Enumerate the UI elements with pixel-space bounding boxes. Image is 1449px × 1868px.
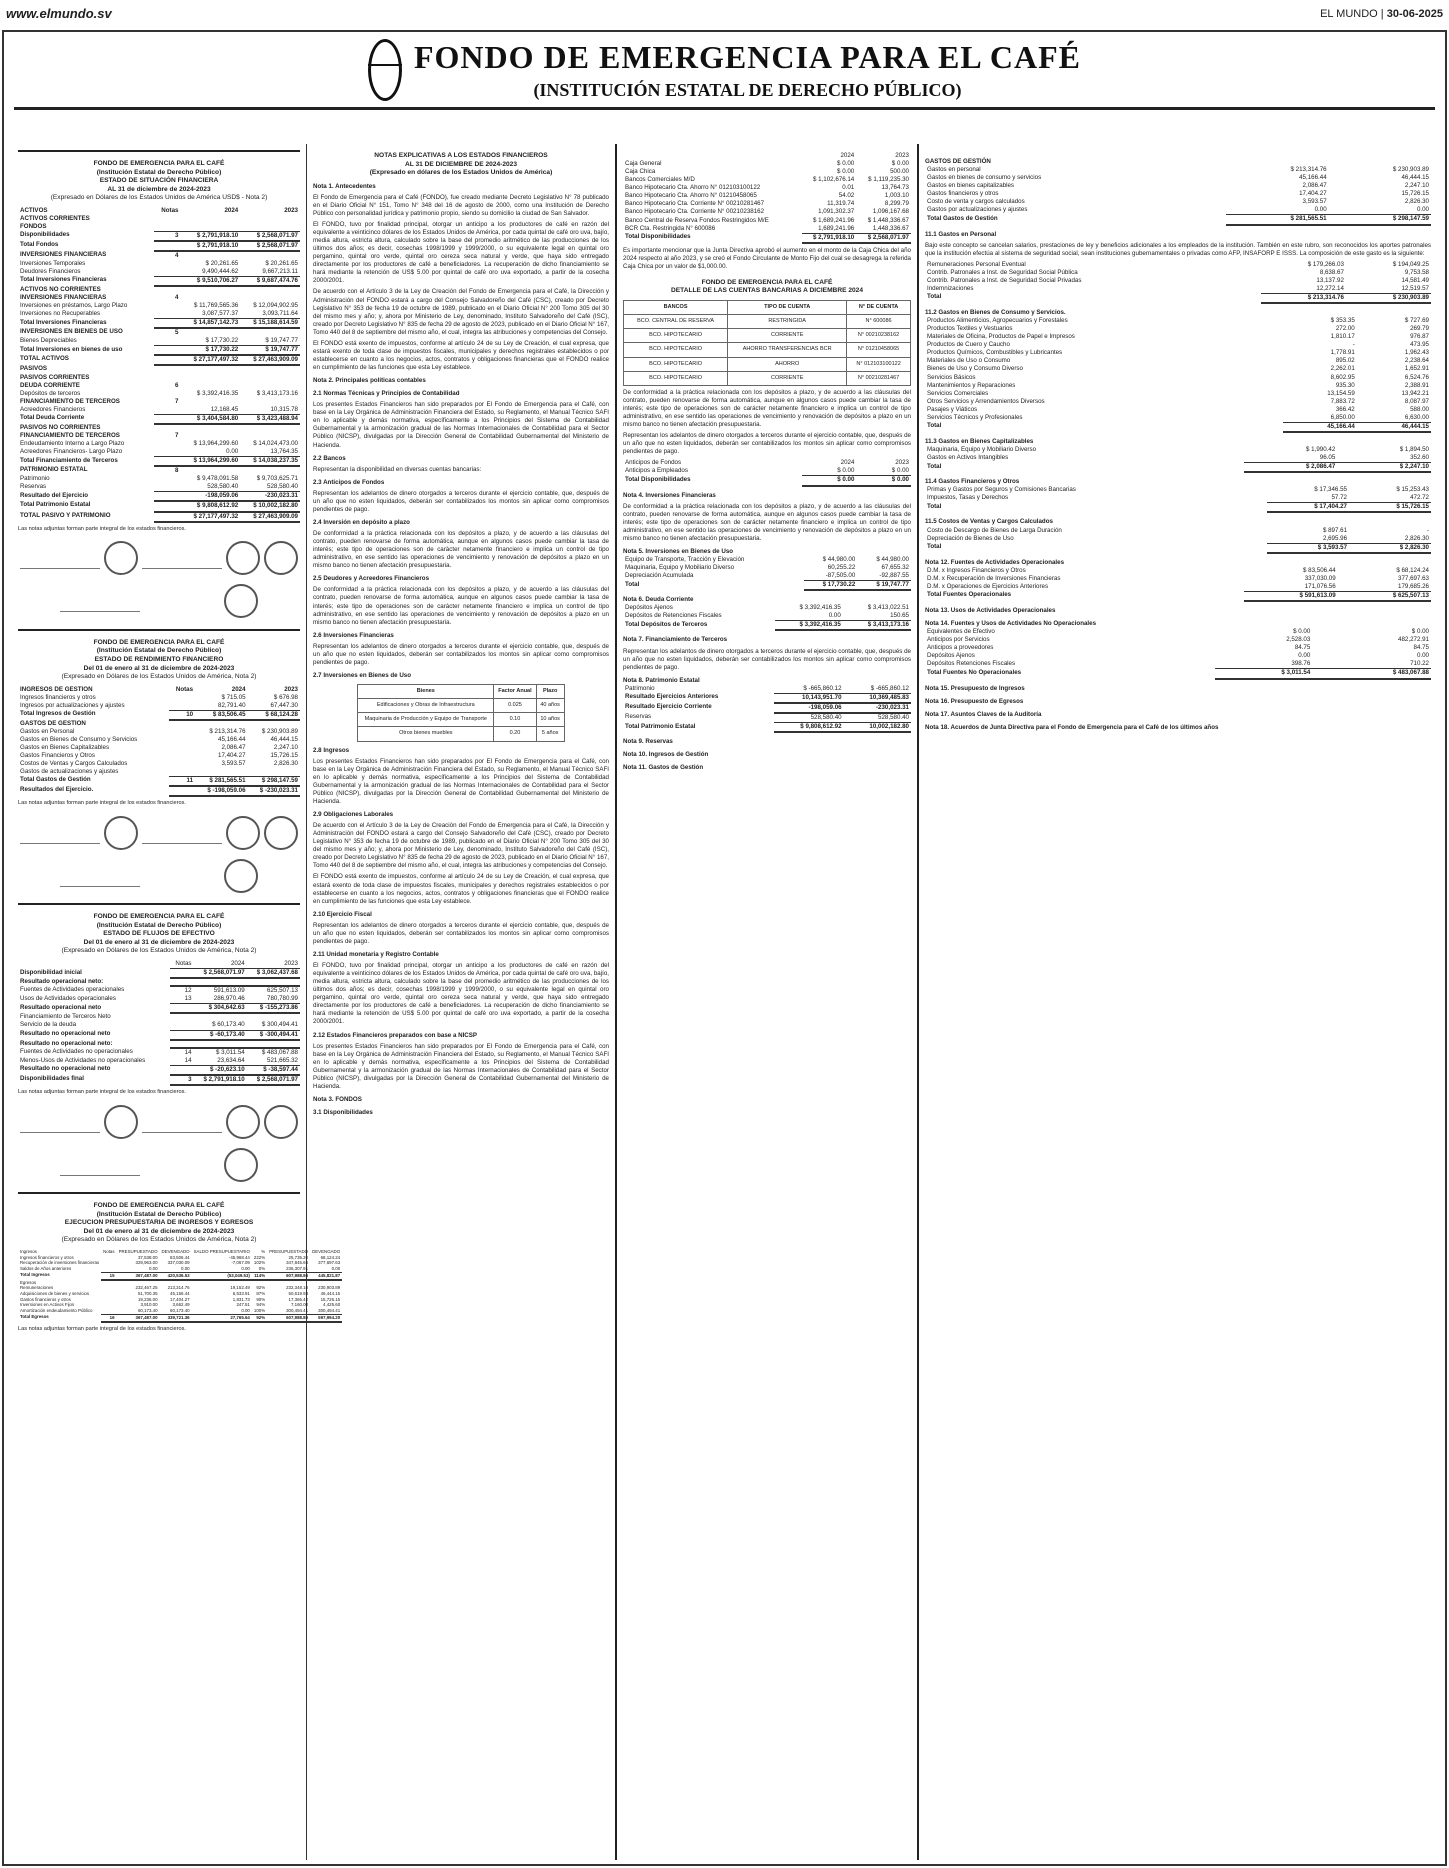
table-row: Total Fuentes No Operacionales $ 3,011.54 $ 483,067.88 [925, 669, 1431, 679]
note-heading: 2.12 Estados Financieros preparados con base a NICSP [313, 1031, 478, 1039]
financieros-table [925, 486, 1431, 513]
flujos-table [18, 960, 300, 1086]
table-row: Servicios Comerciales 13,154.59 13,942.21 [927, 389, 1429, 397]
table-row: BCO. HIPOTECARIO AHORRO TRANSFERENCIAS BCR N° 01210458065 [624, 343, 911, 357]
table-row: Otros bienes muebles 0.20 5 años [358, 727, 564, 741]
table-row: Maquinaria de Producción y Equipo de Transporte 0.10 10 años [358, 713, 564, 727]
note-text: De conformidad a la práctica relacionada con los depósitos a plazo, y de acuerdo a las cláusulas del contrato, pueden renovarse de forma automática, aunque en algunos casos puede cambiar la tasa de interés; este tipo de operaciones son de carácter netamente financiero e implica un control de tipo administrativo, en ese sentido las operaciones de vencimiento y renovación de depósitos a plazo en un mismo banco no tienen afectación presupuestaria. [313, 530, 609, 570]
note-text: De acuerdo con el Artículo 3 de la Ley de Creación del Fondo de Emergencia para el Café, la Dirección y Administración del FONDO estará a cargo del Consejo Salvadoreño del Café (CSC), creado por Decreto Legislativo N° 353 de fecha 19 de octubre de 1989, publicado en el Diario Oficial N° 200 Tomo 305 del 30 del mismo mes y año; y, ahora por Ministerio de Ley, denominado, Instituto Salvadoreño del Café (ISC), creado por Decreto Legislativo N° 835 de fecha 29 de agosto de 2023, publicado en el Diario Oficial N° 167, Tomo 440 del 8 de septiembre del mismo año, el cual, integra las atribuciones y competencias del Consejo. [313, 822, 609, 870]
table-row: Fuentes de Actividades no operacionales 14 $ 3,011.54 $ 483,067.88 [20, 1047, 298, 1056]
table-row: Caja Chica $ 0.00 500.00 [625, 168, 909, 176]
table-row: Resultado del Ejercicio -198,059.06 -230,023.31 [18, 492, 300, 502]
table-row: Costo de venta y cargos calculados 3,593.57 2,826.30 [927, 198, 1429, 206]
table-row: Amortización endeudamiento Público 60,173.40 60,173.40 0.00 100% 300,494.41 300,494.41 [20, 1308, 341, 1314]
table-row: Indemnizaciones 12,272.14 12,519.57 [927, 284, 1429, 292]
table-row: Productos Textiles y Vestuarios 272.00 269.79 [927, 325, 1429, 333]
table-row: Gastos Financieros y Otros 17,404.27 15,726.15 [20, 752, 298, 760]
table-row: Resultado Ejercicio Corriente -198,059.06 -230,023.31 [623, 703, 911, 713]
table-row: Resultado operacional neto: [18, 978, 300, 986]
table-row: Total $ 213,314.76 $ 230,903.89 [925, 293, 1431, 303]
note-text: Bajo este concepto se cancelan salarios, prestaciones de ley y beneficios adicionales a los empleados de la institución. También en este rubro, son reconocidos los aportes patronales que la institución efectúa al sistema de seguridad social, sean instituciones gubernamentales o privadas como AFP, INSAFORP E ISSS. La composición de este gasto es la siguiente: [925, 241, 1431, 257]
masthead [14, 32, 1435, 110]
table-row: Total Inversiones Financieras $ 9,510,706.27 $ 9,687,474.76 [18, 276, 300, 286]
table-row: Depreciación de Bienes de Uso 2,695.96 2,826.30 [927, 534, 1429, 542]
table-row: Ingresos financieros y otros 37,538.00 83,506.44 -45,968.44 222% 25,735.20 68,124.24 [20, 1254, 341, 1260]
notes-column-2 [617, 144, 917, 1860]
table-row: Materiales de Uso o Consumo 895.02 2,238.64 [927, 357, 1429, 365]
table-row: DEUDA CORRIENTE 6 [20, 381, 179, 389]
note-text: El FONDO está exento de impuestos, conforme al artículo 24 de su Ley de Creación, el cual expresa, que estará exento de toda clase de impuestos fiscales, municipales y derechos registrales establecidos o por establecerse en cuanto a los negocios, actos, contratos y obligaciones financieras que el FONDO realice en cumplimiento de las funciones que esta Ley establece. [313, 339, 609, 371]
table-row: PATRIMONIO ESTATAL 8 [20, 466, 179, 475]
table-row: D.M. x Ingresos Financieros y Otros $ 83,506.44 $ 68,124.24 [927, 566, 1429, 574]
signatures [18, 1100, 300, 1186]
note-heading: 2.2 Bancos [313, 454, 346, 462]
note-text: Es importante mencionar que la Junta Directiva aprobó el aumento en el monto de la Caja Chica del año 2024 respecto al año 2023, y se creó el Fondo Circulante de Monto Fijo del cual se desagrega la referida Caja Chica por un valor de $1,000.00. [623, 246, 911, 270]
note-heading: Nota 2. Principales políticas contables [313, 377, 426, 385]
table-row: Contrib. Patronales a Inst. de Seguridad Social Privadas 13,137.92 14,581.49 [927, 276, 1429, 284]
table-row: Inversiones en préstamos, Largo Plazo $ 11,769,565.36 $ 12,094,902.95 [20, 302, 298, 309]
note-heading: Nota 8. Patrimonio Estatal [623, 676, 700, 684]
table-row: Total Ingresos 15 367,487.00 420,536.53 (53,049.53) 114% 607,988.86 445,821.87 [20, 1272, 341, 1278]
note-text: Los presentes Estados Financieros han sido preparados por El Fondo de Emergencia para el Café, con base en la Ley Orgánica de Administración Financiera del Estado, su Reglamento, el Manual Técnico SAFI en lo aplicable y demás normativa, específicamente a los Principios del Sistema de Contabilidad Gubernamental y la armonización gradual de las Normas Internacionales de Contabilidad para el Sector Público (NICSP), divulgadas por la Dirección General de Contabilidad Gubernamental del Ministerio de Hacienda. [313, 1042, 609, 1090]
table-row: Gastos por actualizaciones y ajustes 0.00 0.00 [927, 206, 1429, 214]
table-row: TOTAL PASIVO Y PATRIMONIO $ 27,177,497.32 $ 27,463,909.09 [18, 512, 300, 522]
table-row: Banco Hipotecario Cta. Corriente N° 00210238162 1,091,302.37 1,096,167.68 [625, 208, 909, 216]
table-row: Resultado no operacional neto $ -60,173.40 $ -300,494.41 [18, 1030, 300, 1040]
table-row: Total Fondos $ 2,791,918.10 $ 2,568,071.97 [18, 241, 300, 251]
table-row: Resultado operacional neto $ 304,642.63 $ -155,273.86 [18, 1004, 300, 1014]
table-row: Gastos financieros y otros 17,404.27 15,726.15 [927, 190, 1429, 198]
table-row: GASTOS DE GESTION [20, 719, 86, 727]
table-row: Maquinaria, Equipo y Mobiliario Diverso $ 1,990.42 $ 1,894.50 [927, 446, 1429, 453]
table-row: Anticipos a proveedores 84.75 84.75 [927, 644, 1429, 652]
note-text: De conformidad a la práctica relacionada con los depósitos a plazo, y de acuerdo a las cláusulas del contrato, pueden renovarse de forma automática, aunque en algunos casos puede cambiar la tasa de interés; este tipo de operaciones son de carácter netamente financiero e implica un control de tipo administrativo, en ese sentido las operaciones de vencimiento y renovación de depósitos a plazo en un mismo banco no tienen afectación presupuestaria. [623, 388, 911, 429]
note-text: De acuerdo con el Artículo 3 de la Ley de Creación del Fondo de Emergencia para el Café, la Dirección y Administración del FONDO estará a cargo del Consejo Salvadoreño del Café (CSC), creado por Decreto Legislativo N° 353 de fecha 19 de octubre de 1989, publicado en el Diario Oficial N° 200 Tomo 305 del 30 del mismo mes y año; y, ahora por Ministerio de Ley, denominado, Instituto Salvadoreño del Café (ISC), creado por Decreto Legislativo N° 835 de fecha 29 de agosto de 2023, publicado en el Diario Oficial N° 167, Tomo 440 del 8 de septiembre del mismo año, el cual, integra las atribuciones y competencias del Consejo. [313, 288, 609, 336]
table-row: Anticipos por Servicios 2,528.03 482,272.91 [927, 636, 1429, 644]
presupuesto-header: FONDO DE EMERGENCIA PARA EL CAFÉ (Institución Estatal de Derecho Público) EJECUCION PRESUPUESTARIA DE INGRESOS Y EGRESOS Del 01 de enero al 31 de diciembre de 2024-2023 (Expresado en Dólares de los Estados Unidos de América, Nota 2) [61, 1202, 257, 1244]
table-row: Disponibilidades final 3 $ 2,791,918.10 $ 2,568,071.97 [18, 1075, 300, 1085]
note-heading: Nota 1. Antecedentes [313, 182, 376, 190]
table-row: Anticipos de Fondos 2024 2023 [625, 459, 909, 467]
table-row: Primas y Gastos por Seguros y Comisiones Bancarias $ 17,346.55 $ 15,253.43 [927, 486, 1429, 494]
table-row: Total Ingresos de Gestión 10 $ 83,506.45 $ 68,124.28 [18, 710, 300, 720]
note-heading: 11.4 Gastos Financieros y Otros [925, 478, 1020, 486]
table-row: Recuperación de inversiones financieras 329,963.00 337,030.09 -7,067.09 102% 347,845.65 377,697.63 [20, 1260, 341, 1266]
footnote: Las notas adjuntas forman parte integral de los estados financieros. [18, 1088, 186, 1095]
table-row: Productos Químicos, Combustibles y Lubricantes 1,778.91 1,962.43 [927, 349, 1429, 357]
table-row: Remuneraciones Personal Eventual $ 179,266.03 $ 194,049.25 [927, 260, 1429, 268]
note-text: De conformidad a la práctica relacionada con los depósitos a plazo, y de acuerdo a las cláusulas del contrato, pueden renovarse de forma automática, aunque en algunos casos puede cambiar la tasa de interés; este tipo de operaciones son de carácter netamente financiero e implica un control de tipo administrativo, en ese sentido las operaciones de vencimiento y renovación de depósitos a plazo en un mismo banco no tienen afectación presupuestaria. [313, 586, 609, 626]
signatures [18, 537, 300, 623]
note-heading: Nota 10. Ingresos de Gestión [623, 751, 709, 759]
table-row: Menos-Usos de Actividades no operacionales 14 23,634.64 521,665.32 [20, 1056, 298, 1064]
table-row: Depósitos Retenciones Fiscales 398.76 710.22 [927, 660, 1429, 668]
note-text: Representan los adelantos de dinero otorgados a terceros durante el ejercicio contable, que, después de un año que no esten liquidados, deberán ser contabilizados los montos sin aplicar como compromisos pendientes de pago. [313, 489, 609, 513]
gastos-table [925, 166, 1431, 225]
disponibilidades-table [623, 152, 911, 244]
signatures [18, 811, 300, 897]
table-row: INVERSIONES FINANCIERAS 4 [20, 250, 179, 259]
table-row: Total Fuentes Operacionales $ 591,613.09 $ 625,507.13 [925, 591, 1431, 601]
table-row: Impuestos, Tasas y Derechos 57.72 472.72 [927, 494, 1429, 502]
table-row: Equivalentes de Efectivo $ 0.00 $ 0.00 [927, 628, 1429, 636]
note-heading: Nota 11. Gastos de Gestión [623, 764, 704, 772]
table-row: TOTAL ACTIVOS $ 27,177,497.32 $ 27,463,909.09 [18, 355, 300, 365]
table-row: Gastos financieros y otros 19,236.00 17,404.27 1,831.73 90% 17,366.42 15,726.15 [20, 1296, 341, 1302]
consumo-table [925, 317, 1431, 433]
table-row: Maquinaria, Equipo y Mobiliario Diverso 60,255.22 67,655.32 [625, 564, 909, 572]
table-row: Depósitos de terceros $ 3,392,416.35 $ 3,413,173.16 [20, 389, 298, 397]
table-row: Servicios Básicos 8,602.95 6,524.76 [927, 373, 1429, 381]
rendimiento-table [18, 686, 300, 797]
table-row: Gastos en Bienes de Consumo y Servicios 45,166.44 46,444.15 [20, 736, 298, 744]
page-frame [2, 30, 1447, 1866]
note-text: Representan los adelantos de dinero otorgados a terceros durante el ejercicio contable, que, después de un año que no esten liquidados, deberán ser contabilizados los montos sin aplicar como compromisos pendientes de pago. [623, 432, 911, 456]
table-row: PASIVOS NO CORRIENTES [20, 423, 101, 431]
costos-table [925, 527, 1431, 554]
note-heading: Nota 13. Usos de Actividades Operacionales [925, 607, 1056, 614]
table-row: Bancos Comerciales M/D $ 1,102,676.14 $ 1,119,235.30 [625, 176, 909, 184]
table-row: Saldos de Años anteriores 0.00 0.00 0.00 0% 236,307.91 0.00 [20, 1266, 341, 1272]
flujos-header: FONDO DE EMERGENCIA PARA EL CAFÉ (Institución Estatal de Derecho Público) ESTADO DE FLUJOS DE EFECTIVO Del 01 de enero al 31 de diciembre de 2024-2023 (Expresado en Dólares de los Estados Unidos de América, Nota 2) [61, 913, 257, 955]
seal-icon [264, 541, 298, 575]
bank-accounts-table [623, 300, 911, 386]
table-row: Banco Central de Reserva Fondos Restringidos M/E $ 1,689,241.96 $ 1,448,336.67 [625, 216, 909, 224]
footnote: Las notas adjuntas forman parte integral de los estados financieros. [18, 1325, 186, 1332]
note-heading: 2.7 Inversiones en Bienes de Uso [313, 671, 412, 679]
note-heading: Nota 17. Asuntos Claves de la Auditoría [925, 710, 1042, 718]
table-row: Banco Hipotecario Cta. Corriente N° 00210281467 11,319.74 8,299.79 [625, 200, 909, 208]
table-row: Gastos en bienes de consumo y servicios 45,166.44 46,444.15 [927, 174, 1429, 182]
note-heading: Nota 3. FONDOS [313, 1095, 362, 1103]
table-row: Depósitos de Retenciones Fiscales 0.00 150.65 [625, 612, 909, 620]
table-row: Total Disponibilidades $ 2,791,918.10 $ 2,568,071.97 [623, 233, 911, 243]
table-row: BCO. HIPOTECARIO CORRIENTE N° 00210281467 [624, 371, 911, 385]
note-heading: 2.6 Inversiones Financieras [313, 631, 394, 639]
table-row: FONDOS [20, 222, 47, 230]
note-text: El Fondo de Emergencia para el Café (FONDO), fue creado mediante Decreto Legislativo N° 78 publicado en el Diario Oficial N° 151, Tomo N° 348 del 16 de agosto de 2000, como una Institución de Derecho Público con personalidad jurídica y patrimonio propio, siendo su domicilio la ciudad de San Salvador. [313, 193, 609, 217]
table-row: BCO. HIPOTECARIO AHORRO N° 01210310012​2 [624, 357, 911, 371]
table-row: Remuneraciones 232,467.25 213,314.76 19,152.49 92% 232,348.10 230,903.89 [20, 1285, 341, 1291]
note-heading: 11.1 Gastos en Personal [925, 230, 997, 238]
patrimonio-table [623, 685, 911, 733]
table-row: Resultado no operacional neto $ -20,623.10 $ -38,597.44 [18, 1065, 300, 1075]
table-row: Total Gastos de Gestión $ 281,565.51 $ 298,147.59 [925, 215, 1431, 225]
table-row: Mantenimientos y Reparaciones 935.30 2,388.91 [927, 381, 1429, 389]
depreciation-table [357, 684, 564, 742]
table-row: Servicios Técnicos y Profesionales 6,850.00 6,630.00 [927, 413, 1429, 421]
notes-header: NOTAS EXPLICATIVAS A LOS ESTADOS FINANCIEROS AL 31 DE DICIEMBRE DE 2024-2023 (Expresado en dólares de los Estados Unidos de América) [369, 152, 553, 177]
table-row: Productos de Cuero y Caucho - 473.95 [927, 341, 1429, 349]
note-text: Los presentes Estados Financieros han sido preparados por El Fondo de Emergencia para el Café, con base en la Ley Orgánica de Administración Financiera del Estado, su Reglamento, el Manual Técnico SAFI en lo aplicable y demás normativa, específicamente a los Principios del Sistema de Contabilidad Gubernamental y la armonización gradual de las Normas Internacionales de Contabilidad para el Sector Público (NICSP), divulgadas por la Dirección General de Contabilidad Gubernamental del Ministerio de Hacienda. [313, 757, 609, 805]
table-row: Adquisiciones de bienes y servicios 51,700.35 45,166.44 6,533.91 87% 50,619.93 46,444.15 [20, 1291, 341, 1297]
note-heading: 2.9 Obligaciones Laborales [313, 811, 394, 818]
table-row: D.M. x Operaciones de Ejercicios Anteriores 171,076.56 179,685.26 [927, 582, 1429, 590]
personal-table [925, 261, 1431, 304]
table-row: Total Patrimonio Estatal $ 9,808,612.92 $ 10,002,182.80 [18, 501, 300, 511]
table-row: D.M. x Recuperación de Inversiones Financieras 337,030.09 377,697.63 [927, 574, 1429, 582]
note-heading: Nota 5. Inversiones en Bienes de Uso [623, 547, 734, 555]
table-row: Deudores Financieros 9,490,444.62 9,667,213.11 [20, 267, 298, 275]
table-row: Total Inversiones Financieras $ 14,857,142.73 $ 15,188,614.59 [18, 319, 300, 329]
table-row: Total $ 2,086.47 $ 2,247.10 [925, 463, 1431, 473]
table-row: Gastos en bienes capitalizables 2,086.47 2,247.10 [927, 182, 1429, 190]
seal-icon [104, 541, 138, 575]
table-row: BCO. HIPOTECARIO CORRIENTE N° 00210238162 [624, 329, 911, 343]
table-row: INGRESOS DE GESTION Notas 2024 2023 [20, 685, 298, 693]
table-row: Fuentes de Actividades operacionales 12 591,613.09 625,507.13 [20, 986, 298, 995]
note-heading: 2.5 Deudores y Acreedores Financieros [313, 575, 430, 583]
table-row: Pasajes y Viáticos 366.42 588.00 [927, 405, 1429, 413]
table-row: Gastos en Bienes Capitalizables 2,086.47 2,247.10 [20, 744, 298, 752]
table-row: INVERSIONES FINANCIERAS 4 [20, 293, 179, 301]
rendimiento-header: FONDO DE EMERGENCIA PARA EL CAFÉ (Institución Estatal de Derecho Público) ESTADO DE RENDIMIENTO FINANCIERO Del 01 de enero al 31 de diciembre de 2024-2023 (Expresado en Dólares de los Estados Unidos de América, Nota 2) [61, 638, 257, 681]
table-row: ACTIVOS NO CORRIENTES [20, 285, 101, 293]
footnote: Las notas adjuntas forman parte integral de los estados financieros. [18, 525, 186, 532]
table-row: Anticipos a Empleados $ 0.00 $ 0.00 [625, 467, 909, 475]
page-title: FONDO DE EMERGENCIA PARA EL CAFÉ [413, 39, 1081, 75]
table-row: FINANCIAMIENTO DE TERCEROS 7 [20, 397, 179, 405]
deuda-table [623, 604, 911, 631]
table-row: ACTIVOS Notas 2024 2023 [20, 206, 298, 214]
table-row: Contrib. Patronales a Inst. de Seguridad Social Pública 8,638.67 9,753.58 [927, 268, 1429, 276]
table-row: Otros Servicios y Arrendamientos Diversos 7,883.72 8,087.97 [927, 397, 1429, 405]
fuentes-no-op-table [925, 628, 1431, 679]
note-heading: 2.8 Ingresos [313, 746, 350, 754]
note-text: Representan los adelantos de dinero otorgados a terceros durante el ejercicio contable, que, después de un año que no esten liquidados, deberán ser contabilizados los montos sin aplicar como compromisos pendientes de pago. [623, 647, 911, 671]
table-row: Costos de Ventas y Cargos Calculados 3,593.57 2,826.30 [20, 760, 298, 768]
table-row: Usos de Actividades operacionales 13 286,970.46 780,780.99 [20, 995, 298, 1003]
note-text: El FONDO, tuvo por finalidad principal, otorgar un anticipo a los productores de café en razón del equivalente a veinticinco dólares de los Estados Unidos de América, por cada quintal de café oro uva, bajío, media altura, estricta altura, calculado sobre la base del promedio aritmético de las producciones de los últimos dos años; es decir, cosechas 1998/1999 y 1999/2000, o su equivalente legal en quintal oro pergamino, quintal oro verde, quintal oro cereza seca natural y verde, que haya sido entregado directamente por los productores de café a beneficiadores. La recuperación de dicho financiamiento se hará mediante la retención de US$ 5.00 por quintal de café oro uva exportado, a partir de la cosecha 2000/2001. [313, 220, 609, 285]
table-row: Disponibilidades 3 $ 2,791,918.10 $ 2,568,071.97 [18, 231, 300, 241]
table-row: Costo de Descargo de Bienes de Larga Duración $ 897.61 - [927, 526, 1429, 534]
table-row: Gastos en Activos Intangibles 96.05 352.60 [927, 454, 1429, 462]
note-heading: 2.4 Inversión en depósito a plazo [313, 518, 410, 526]
table-row: Total Financiamiento de Terceros $ 13,964,299.60 $ 14,038,237.35 [18, 457, 300, 467]
note-heading: 2.3 Anticipos de Fondos [313, 478, 385, 486]
table-row: PASIVOS CORRIENTES [20, 373, 90, 381]
note-heading: Nota 18. Acuerdos de Junta Directiva para el Fondo de Emergencia para el Café de los últimos años [925, 723, 1219, 731]
anticipos-table [623, 459, 911, 486]
table-row: Ingresos Notas PRESUPUESTADO DEVENGADO SALDO PRESUPUESTARIO % PRESUPUESTADO DEVENGADO [20, 1248, 341, 1254]
table-row: ACTIVOS CORRIENTES [20, 214, 90, 222]
table-row: Gastos en personal $ 213,314.76 $ 230,903.89 [927, 166, 1429, 174]
table-row: Depósitos Ajenos $ 3,392,416.35 $ 3,413,022.51 [625, 604, 909, 612]
table-row: Banco Hipotecario Cta. Ahorro N° 01210310012​2 0.01 13,764.73 [625, 184, 909, 192]
table-row: Total $ 3,593.57 $ 2,826.30 [925, 543, 1431, 553]
note-heading: 2.10 Ejercicio Fiscal [313, 910, 372, 918]
table-row: BCR Cta. Restringida N° 600086 1,689,241.96 1,448,336.67 [625, 224, 909, 232]
note-heading: Nota 4. Inversiones Financieras [623, 491, 716, 499]
note-heading: Nota 12. Fuentes de Actividades Operacionales [925, 558, 1065, 566]
table-row: Depósitos Ajenos 0.00 0.00 [927, 652, 1429, 660]
note-heading: Nota 16. Presupuesto de Egresos [925, 697, 1024, 705]
presupuesto-table [18, 1249, 342, 1323]
table-row: Gastos de actualizaciones y ajustes [20, 768, 119, 776]
seal-icon [226, 541, 260, 575]
note-heading: 2.11 Unidad monetaria y Registro Contable [313, 950, 439, 958]
table-row: Resultados del Ejercicio. $ -198,059.06 $ -230,023.31 [18, 786, 300, 796]
table-row: Edificaciones y Obras de Infraestructura 0.025 40 años [358, 699, 564, 713]
table-row: Inversiones no Recuperables 3,087,577.37 3,093,711.64 [20, 310, 298, 318]
table-row: Reservas 528,580.40 528,580.40 [625, 712, 909, 721]
table-row: Inversiones en Activos Fijos 3,910.00 3,662.49 247.51 94% 7,160.00 4,425.60 [20, 1302, 341, 1308]
table-row: Egresos [20, 1279, 37, 1285]
table-row: 2024 2023 [840, 152, 909, 159]
note-heading: GASTOS DE GESTIÓN [925, 158, 991, 165]
note-heading: 2.1 Normas Técnicas y Principios de Contabilidad [313, 390, 460, 398]
table-row: Notas 2024 2023 [175, 960, 298, 968]
notes-column [307, 144, 617, 1860]
table-row: Bienes Depreciables $ 17,730.22 $ 19,747.77 [20, 337, 298, 345]
table-row: Resultado Ejercicios Anteriores 10,143,951.70 10,369,485.83 [623, 693, 911, 703]
note-heading: Nota 6. Deuda Corriente [623, 596, 694, 604]
table-row: Depreciación Acumulada -87,505.00 -92,887.55 [625, 572, 909, 580]
note-heading: 11.2 Gastos en Bienes de Consumo y Servicios. [925, 309, 1066, 316]
bienes-uso-table [623, 556, 911, 591]
table-row: BANCOS TIPO DE CUENTA N° DE CUENTA [624, 301, 911, 315]
table-row: Total 45,166.44 46,444.15 [925, 422, 1431, 432]
table-row: Gastos en Personal $ 213,314.76 $ 230,903.89 [20, 727, 298, 735]
note-text: De conformidad a la práctica relacionada con los depósitos a plazo, y de acuerdo a las cláusulas del contrato, pueden renovarse de forma automática, aunque en algunos casos puede cambiar la tasa de interés; este tipo de operaciones son de carácter netamente financiero e implica un control de tipo administrativo, en ese sentido las operaciones de vencimiento y renovación de depósitos a plazo en un mismo banco no tienen afectación presupuestaria. [623, 502, 911, 542]
table-row: Productos Alimenticios, Agropecuarios y Forestales $ 353.35 $ 727.69 [927, 317, 1429, 325]
table-row: Ingresos financieros y otros $ 715.05 $ 676.98 [20, 693, 298, 701]
table-row: Servicio de la deuda $ 60,173.40 $ 300,494.41 [20, 1021, 298, 1029]
table-row: Equipo de Transporte, Tracción y Elevación $ 44,980.00 $ 44,980.00 [625, 555, 909, 563]
table-row: Total Disponibilidades $ 0.00 $ 0.00 [623, 476, 911, 486]
table-row: Patrimonio $ -665,860.12 $ -665,860.12 [625, 684, 909, 692]
table-row: Bienes de Uso y Consumo Diverso 2,262.01 1,652.91 [927, 365, 1429, 373]
note-text: Representan la disponibilidad en diversas cuentas bancarias: [313, 465, 482, 473]
table-row: Financiamiento de Terceros Neto [20, 1013, 111, 1021]
site-url[interactable]: www.elmundo.sv [6, 5, 112, 21]
note-heading: 11.5 Costos de Ventas y Cargos Calculados [925, 518, 1053, 526]
table-row: Total Depósitos de Terceros $ 3,392,416.35 $ 3,413,173.16 [623, 621, 911, 631]
table-row: INVERSIONES EN BIENES DE USO 5 [20, 328, 179, 337]
situacion-table [18, 207, 300, 523]
table-row: Acreedores Financieros- Largo Plazo 0.00 13,764.35 [20, 448, 298, 456]
table-row: Resultado no operacional neto: [18, 1040, 300, 1048]
table-row: Disponibilidad inicial $ 2,568,071.97 $ 3,062,437.68 [18, 969, 300, 979]
note-heading: 3.1 Disponibilidades [313, 1109, 373, 1116]
table-row: BCO. CENTRAL DE RESERVA RESTRINGIDA N° 600086 [624, 315, 911, 329]
table-row: PASIVOS [20, 365, 48, 373]
table-row: Caja General $ 0.00 $ 0.00 [625, 160, 909, 168]
table-row: FINANCIAMIENTO DE TERCEROS 7 [20, 431, 179, 439]
note-text: Representan los adelantos de dinero otorgados a terceros durante el ejercicio contable, que, después de un año que no esten liquidados, deberán ser contabilizados los montos sin aplicar como compromisos pendientes de pago. [313, 921, 609, 945]
note-text: El FONDO, tuvo por finalidad principal, otorgar un anticipo a los productores de café en razón del equivalente a veinticinco dólares de los Estados Unidos de América, por cada quintal de café oro uva, bajío, media altura, estricta altura, calculado sobre la base del promedio aritmético de las producciones de los últimos dos años; es decir, cosechas 1998/1999 y 1999/2000, o su equivalente legal en quintal oro pergamino, quintal oro verde, quintal oro cereza seca natural y verde, que haya sido entregado directamente por los productores de café a beneficiadores. La recuperación de dicho financiamiento se hará mediante la retención de US$ 5.00 por quintal de café oro uva exportado, a partir de la cosecha 2000/2001. [313, 962, 609, 1026]
table-row: Ingresos por actualizaciones y ajustes 82,791.40 67,447.30 [20, 701, 298, 709]
notes-column-3 [917, 144, 1437, 1860]
fuentes-table [925, 567, 1431, 602]
bank-detail-title: FONDO DE EMERGENCIA PARA EL CAFÉ DETALLE DE LAS CUENTAS BANCARIAS A DICIEMBRE 2024 [671, 278, 863, 295]
table-row: Patrimonio $ 9,478,091.58 $ 9,703,625.71 [20, 475, 298, 483]
table-row: Total Egresos 16 367,487.00 339,721.36 27,765.64 92% 607,988.86 597,994.20 [20, 1314, 341, 1320]
table-row: Materiales de Oficina, Productos de Papel e Impresos 1,810.17 976.87 [927, 333, 1429, 341]
note-text: El FONDO está exento de impuestos, conforme al artículo 24 de su Ley de Creación, el cual expresa, que estará exento de toda clase de impuestos fiscales, municipales y derechos registrales establecidos o por establecerse en cuanto a los negocios, actos, contratos y obligaciones financieras que el FONDO realice en cumplimiento de las funciones que esta Ley establece. [313, 873, 609, 905]
note-text: Los presentes Estados Financieros han sido preparados por El Fondo de Emergencia para el Café, con base en la Ley Orgánica de Administración Financiera del Estado, su Reglamento, el Manual Técnico SAFI en lo aplicable y demás normativa, específicamente a los Principios del Sistema de Contabilidad Gubernamental y la armonización gradual de las Normas Internacionales de Contabilidad para el Sector Público (NICSP), divulgadas por la Dirección General de Contabilidad Gubernamental del Ministerio de Hacienda. [313, 401, 609, 449]
table-row: Reservas 528,580.40 528,580.40 [20, 483, 298, 491]
fe-logo-icon [368, 39, 402, 101]
table-row: Banco Hipotecario Cta. Ahorro N° 01210458065 54.02 1,003.10 [625, 192, 909, 200]
table-row: Bienes Factor Anual Plazo [358, 685, 564, 699]
table-row: Endeudamiento Interno a Largo Plazo $ 13,964,299.60 $ 14,024,473.00 [20, 440, 298, 447]
table-row: Total Inversiones en bienes de uso $ 17,730.22 $ 19,747.77 [18, 346, 300, 356]
page-subtitle: (INSTITUCIÓN ESTATAL DE DERECHO PÚBLICO) [533, 79, 962, 100]
table-row: Total $ 17,404.27 $ 15,726.15 [925, 503, 1431, 513]
table-row: Total Patrimonio Estatal $ 9,808,612.92 10,002,182.80 [623, 723, 911, 733]
note-heading: Nota 9. Reservas [623, 738, 673, 746]
note-heading: Nota 15. Presupuesto de Ingresos [925, 684, 1025, 692]
situacion-header: FONDO DE EMERGENCIA PARA EL CAFÉ (Institución Estatal de Derecho Público) ESTADO DE SITUACIÓN FINANCIERA AL 31 de diciembre de 2024-2023 (Expresado en Dólares de los Estados Unidos de América USD$ - Nota 2) [50, 160, 268, 202]
table-row: Total $ 17,730.22 $ 19,747.77 [623, 581, 911, 591]
publication-date: EL MUNDO | 30-06-2025 [1320, 7, 1443, 20]
table-row: Acreedores Financieros 12,168.45 10,315.78 [20, 405, 298, 413]
table-row: Inversiones Temporales $ 20,261.65 $ 20,261.65 [20, 259, 298, 267]
note-heading: Nota 7. Financiamiento de Terceros [623, 636, 728, 644]
capital-table [925, 446, 1431, 473]
note-heading: 11.3 Gastos en Bienes Capitalizables [925, 437, 1034, 445]
footnote: Las notas adjuntas forman parte integral de los estados financieros. [18, 799, 186, 806]
table-row: Total Deuda Corriente $ 3,404,584.80 $ 3,423,488.94 [18, 414, 300, 424]
note-text: Representan los adelantos de dinero otorgados a terceros durante el ejercicio contable, que, después de un año que no esten liquidados, deberán ser contabilizados los montos sin aplicar como compromisos pendientes de pago. [313, 642, 609, 666]
seal-icon [224, 584, 258, 618]
table-row: Total Gastos de Gestión 11 $ 281,565.51 $ 298,147.59 [18, 776, 300, 786]
note-heading: Nota 14. Fuentes y Usos de Actividades No Operacionales [925, 620, 1097, 628]
